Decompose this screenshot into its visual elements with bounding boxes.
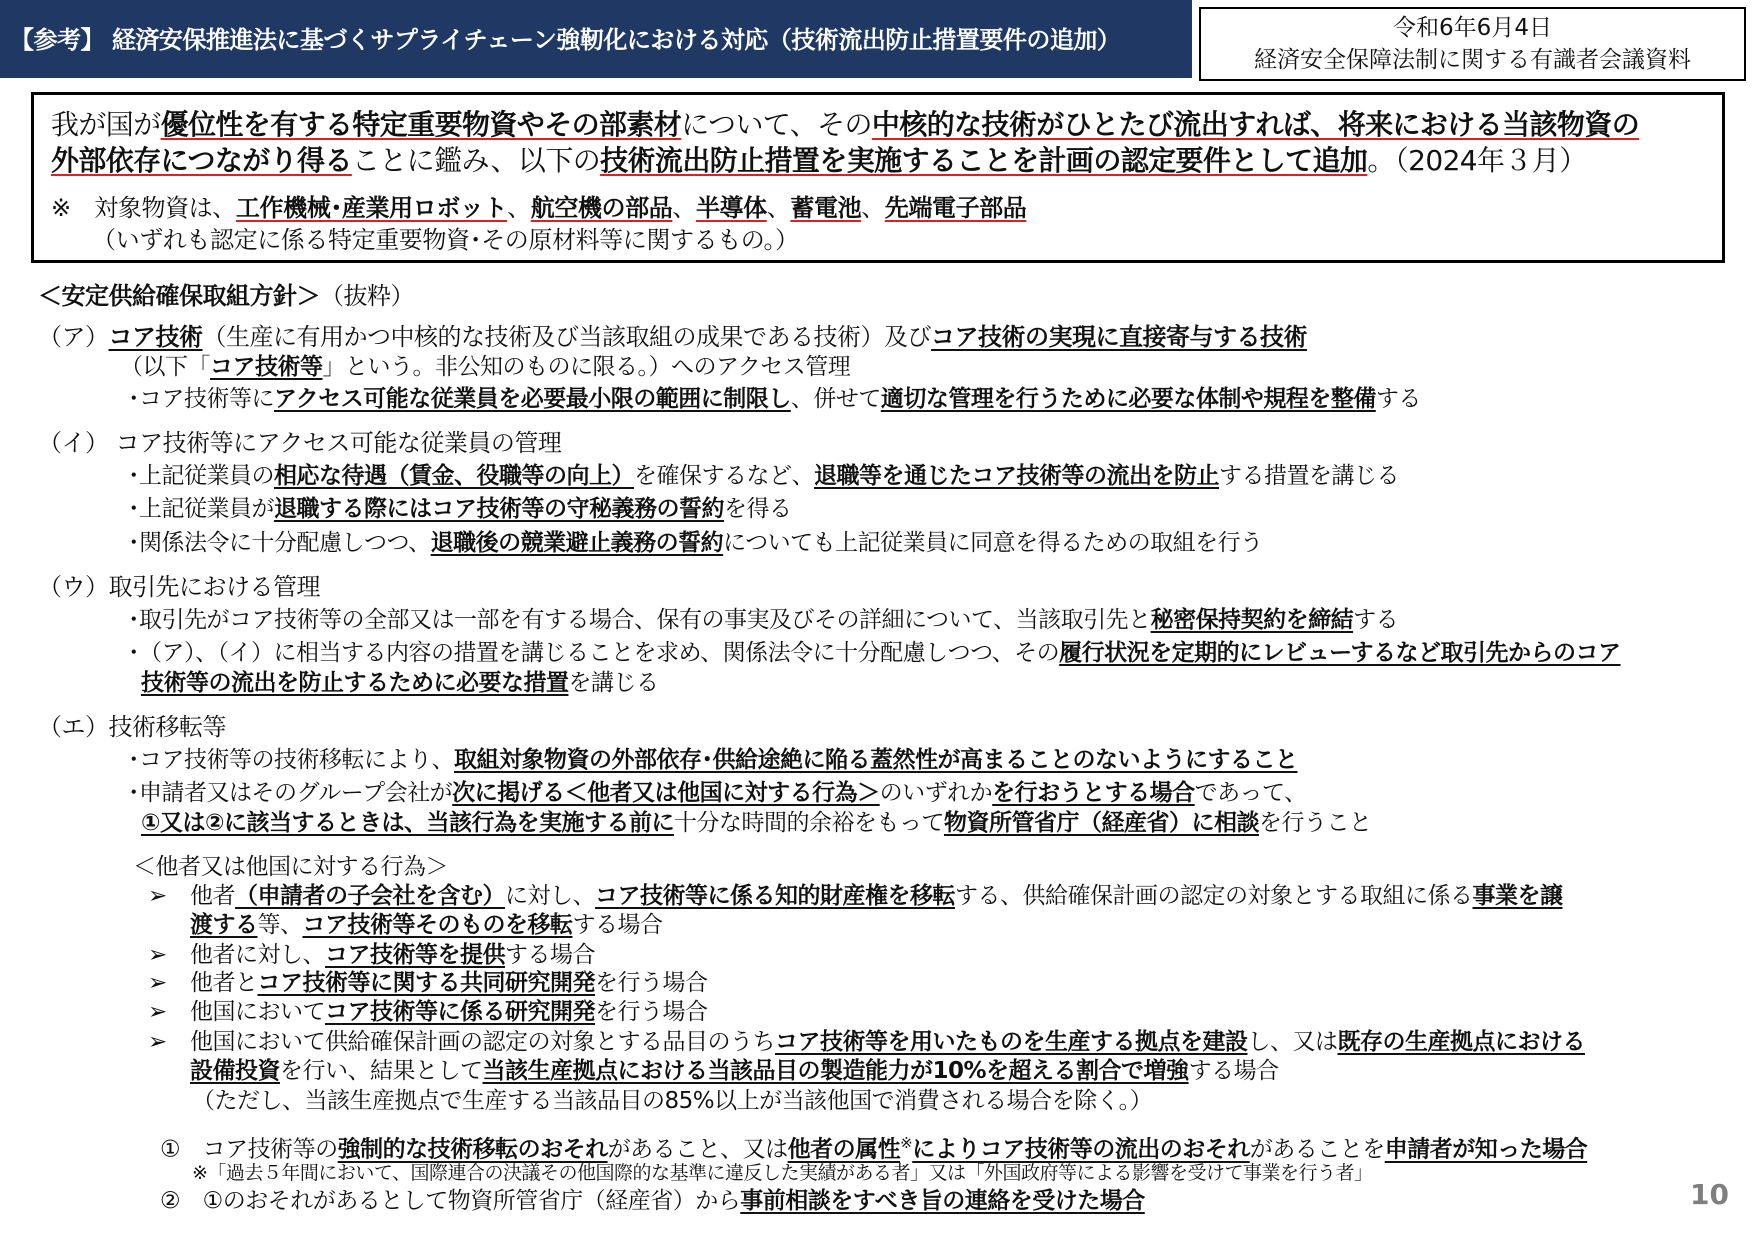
text: を得る	[724, 496, 792, 522]
summary-box	[31, 92, 1725, 263]
arrow-icon: ➢	[148, 1029, 167, 1055]
section-a-bullet	[128, 384, 1421, 414]
emphasis: 履行状況を定期的にレビューするなど取引先からのコア	[1059, 640, 1621, 666]
text: があることを	[1249, 1136, 1385, 1163]
emphasis: コア技術等	[210, 354, 323, 380]
act-1-cont	[190, 910, 663, 940]
text: 我が国が	[51, 108, 161, 141]
emphasis: 技術流出防止措置を実施することを計画の認定要件として追加	[600, 144, 1368, 177]
text: ･申請者又はそのグループ会社が	[128, 780, 453, 806]
emphasis: コア技術	[108, 323, 203, 351]
emphasis: コア技術等に係る研究開発	[325, 999, 595, 1025]
summary-line-1	[51, 103, 1639, 143]
text: を行うこと	[1258, 810, 1372, 836]
text: を確保するなど、	[634, 463, 814, 489]
meeting-info-box	[1199, 7, 1746, 81]
emphasis: 半導体	[695, 194, 767, 222]
text: ※ 対象物資は、	[51, 194, 236, 222]
emphasis: 設備投資	[190, 1058, 280, 1084]
emphasis: 退職等を通じたコア技術等の流出を防止	[814, 463, 1219, 489]
text: ･コア技術等に	[128, 386, 274, 412]
emphasis: コア技術の実現に直接寄与する技術	[931, 323, 1307, 351]
emphasis: 物資所管省庁（経産省）に相談	[943, 810, 1259, 836]
emphasis: 優位性を有する特定重要物資やその部素材	[160, 108, 682, 141]
page-title: 【参考】 経済安保推進法に基づくサプライチェーン強靭化における対応（技術流出防止措置要件の追加）	[10, 26, 1121, 54]
text: 他者	[190, 883, 235, 909]
text: 十分な時間的余裕をもって	[673, 810, 944, 836]
emphasis: 技術等の流出を防止するために必要な措置	[141, 670, 569, 696]
emphasis: 蓄電池	[790, 194, 862, 222]
emphasis: 退職する際にはコア技術等の守秘義務の誓約	[274, 496, 724, 522]
page-number: 10	[1690, 1178, 1729, 1211]
emphasis: 退職後の競業避止義務の誓約	[430, 530, 724, 556]
text: （生産に有用かつ中核的な技術及び当該取組の成果である技術）及び	[202, 323, 931, 351]
text: する場合	[1188, 1058, 1279, 1084]
text: する、供給確保計画の認定の対象とする取組に係る	[955, 883, 1473, 909]
emphasis: 次に掲げる＜他者又は他国に対する行為＞	[452, 780, 880, 806]
arrow-icon: ➢	[148, 970, 167, 996]
section-u-bullet-2	[128, 638, 1621, 668]
emphasis: 取組対象物資の外部依存･供給途絶に陥る蓋然性が高まることのないようにすること	[454, 747, 1298, 773]
arrow-icon: ➢	[148, 999, 167, 1025]
emphasis: コア技術等に係る知的財産権を移転	[595, 883, 955, 909]
text: を行う場合	[595, 970, 708, 996]
text: 、	[672, 194, 696, 222]
arrow-icon: ➢	[148, 883, 167, 909]
section-i-bullet-1	[128, 461, 1399, 491]
act-4	[190, 997, 708, 1027]
text: ･上記従業員の	[128, 463, 274, 489]
emphasis: によりコア技術等の流出のおそれ	[912, 1136, 1250, 1163]
arrow-icon: ➢	[148, 942, 167, 968]
text: し、又は	[1247, 1029, 1338, 1055]
emphasis: 工作機械･産業用ロボット	[235, 194, 508, 222]
text: する場合	[572, 912, 663, 938]
emphasis: を行おうとする場合	[992, 780, 1195, 806]
text: について、その	[681, 108, 872, 141]
text: ･（ア）、（イ）に相当する内容の措置を講じることを求め、関係法令に十分配慮しつつ、その	[128, 640, 1060, 666]
emphasis: 事前相談をすべき旨の連絡を受けた場合	[740, 1188, 1145, 1214]
emphasis: 適切な管理を行うために必要な体制や規程を整備	[880, 386, 1376, 412]
text: 他者と	[190, 970, 258, 996]
emphasis: 外部依存につながり得る	[51, 144, 352, 177]
text: 、併せて	[790, 386, 881, 412]
act-5-cont	[190, 1056, 1279, 1086]
target-goods-note-2: （いずれも認定に係る特定重要物資･その原材料等に関するもの。）	[92, 226, 799, 254]
act-2	[190, 940, 595, 970]
emphasis: 他者の属性	[787, 1136, 901, 1163]
condition-2	[160, 1186, 1145, 1216]
text: 他国において	[190, 999, 325, 1025]
text: についても上記従業員に同意を得るための取組を行う	[723, 530, 1263, 556]
text: する	[1375, 386, 1421, 412]
meeting-date: 令和6年6月4日	[1393, 15, 1552, 41]
meeting-name: 経済安全保障法制に関する有識者会議資料	[1254, 47, 1691, 73]
text: 他国において供給確保計画の認定の対象とする品目のうち	[190, 1029, 775, 1055]
text: 、	[766, 194, 791, 222]
section-u-bullet-2-cont	[141, 668, 659, 698]
emphasis: 先端電子部品	[884, 194, 1027, 222]
summary-line-2	[51, 139, 1587, 179]
emphasis: 中核的な技術がひとたび流出すれば、将来における当該物資の	[871, 108, 1640, 141]
act-3	[190, 968, 708, 998]
acts-heading: ＜他者又は他国に対する行為＞	[133, 854, 448, 880]
text: ･関係法令に十分配慮しつつ、	[128, 530, 431, 556]
policy-heading	[38, 281, 414, 311]
text: を行い、結果として	[280, 1058, 483, 1084]
act-1	[190, 881, 1563, 911]
emphasis: 事業を譲	[1472, 883, 1563, 909]
text: 。（2024年３月）	[1367, 144, 1587, 177]
emphasis: アクセス可能な従業員を必要最小限の範囲に制限し	[274, 386, 791, 412]
emphasis: 秘密保持契約を締結	[1150, 607, 1354, 633]
emphasis: コア技術等を提供	[325, 942, 505, 968]
act-5	[190, 1027, 1585, 1057]
text: のいずれか	[879, 780, 993, 806]
text: を行う場合	[595, 999, 708, 1025]
text: （抜粋）	[320, 282, 414, 310]
target-goods-note	[51, 188, 1026, 223]
emphasis: コア技術等に関する共同研究開発	[257, 970, 595, 996]
text: ① コア技術等の	[160, 1136, 338, 1163]
text: に対し、	[505, 883, 595, 909]
text: （ア）	[38, 323, 109, 351]
text: ･コア技術等の技術移転により、	[128, 747, 454, 773]
text: する措置を講じる	[1219, 463, 1399, 489]
section-a-heading	[38, 322, 1307, 352]
emphasis: 渡する	[190, 912, 258, 938]
text: する場合	[505, 942, 595, 968]
act-5-exception: （ただし、当該生産拠点で生産する当該品目の85%以上が当該他国で消費される場合を除く。）	[192, 1088, 1153, 1114]
text: 等、	[257, 912, 303, 938]
section-e-bullet-2-cont	[141, 808, 1371, 838]
text: ＜安定供給確保取組方針＞	[38, 282, 320, 310]
section-e-bullet-1	[128, 745, 1298, 775]
text: （以下「	[120, 354, 210, 380]
header-bar	[0, 0, 1192, 78]
section-u-bullet-1	[128, 605, 1398, 635]
text: ことに鑑み、以下の	[351, 144, 601, 177]
text: 」という。非公知のものに限る。）へのアクセス管理	[322, 354, 851, 380]
emphasis: 既存の生産拠点における	[1337, 1029, 1585, 1055]
section-u-heading: （ウ）取引先における管理	[38, 573, 320, 601]
section-e-bullet-2	[128, 778, 1306, 808]
emphasis: ①又は②に該当するときは、当該行為を実施する前に	[141, 810, 674, 836]
emphasis: 強制的な技術移転のおそれ	[337, 1136, 608, 1163]
emphasis: 当該生産拠点における当該品目の製造能力が10%を超える割合で増強	[482, 1058, 1189, 1084]
footnote-mark: ※	[900, 1134, 913, 1152]
text: ･上記従業員が	[128, 496, 274, 522]
emphasis: コア技術等そのものを移転	[302, 912, 573, 938]
section-i-bullet-2	[128, 494, 792, 524]
emphasis: （申請者の子会社を含む）	[235, 883, 505, 909]
emphasis: 航空機の部品	[530, 194, 673, 222]
emphasis: 申請者が知った場合	[1384, 1136, 1588, 1163]
section-e-heading: （エ）技術移転等	[38, 713, 226, 741]
emphasis: コア技術等を用いたものを生産する拠点を建設	[775, 1029, 1248, 1055]
emphasis: 相応な待遇（賃金、役職等の向上）	[274, 463, 634, 489]
text: 、	[507, 194, 531, 222]
text: ･取引先がコア技術等の全部又は一部を有する場合、保有の事実及びその詳細について、当該取引先と	[128, 607, 1151, 633]
text: があること、又は	[607, 1136, 788, 1163]
text: する	[1353, 607, 1399, 633]
text: であって、	[1194, 780, 1307, 806]
text: 他者に対し、	[190, 942, 325, 968]
text: を講じる	[568, 670, 659, 696]
section-i-bullet-3	[128, 528, 1263, 558]
text: 、	[861, 194, 885, 222]
section-i-heading: （イ） コア技術等にアクセス可能な従業員の管理	[38, 429, 562, 457]
text: ② ①のおそれがあるとして物資所管省庁（経産省）から	[160, 1188, 741, 1214]
condition-1-note: ※「過去５年間において、国際連合の決議その他国際的な基準に違反した実績がある者」又は「外国政府等による影響を受けて事業を行う者」	[192, 1162, 1373, 1184]
section-a-heading-2	[120, 352, 850, 382]
